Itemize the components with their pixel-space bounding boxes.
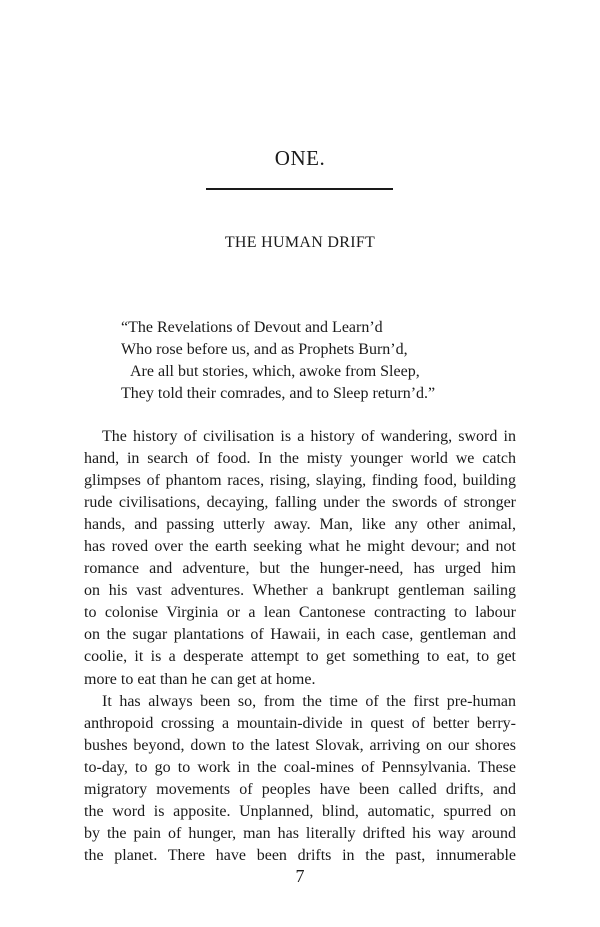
text-line: hands, and passing utterly away. Man, like any other animal,: [84, 516, 516, 534]
text-line: by the pain of hunger, man has literally drifted his way around: [84, 824, 516, 842]
chapter-number: ONE.: [274, 146, 326, 170]
epigraph-line: Who rose before us, and as Prophets Burn’d,: [121, 341, 408, 358]
text-line: on the sugar plantations of Hawaii, in each case, gentleman and: [84, 626, 516, 644]
epigraph-line: “The Revelations of Devout and Learn’d: [121, 319, 383, 336]
text-line: romance and adventure, but the hunger-need, has urged him: [84, 560, 516, 578]
text-line: It has always been so, from the time of the first pre-human: [102, 692, 516, 710]
chapter-title: THE HUMAN DRIFT: [224, 234, 376, 251]
epigraph: [121, 317, 541, 405]
text-line: The history of civilisation is a history of wandering, sword in: [102, 428, 516, 445]
text-line: bushes beyond, down to the latest Slovak, arriving on our shores: [84, 736, 516, 754]
text-line: rude civilisations, decaying, falling under the swords of stronger: [84, 494, 516, 512]
text-line: to colonise Virginia or a lean Cantonese contracting to labour: [84, 604, 516, 622]
text-line: glimpses of phantom races, rising, slaying, finding food, building: [84, 472, 516, 490]
chapter-divider: [206, 188, 393, 190]
text-line: hand, in search of food. In the misty younger world we catch: [84, 450, 516, 468]
text-line: to-day, to go to work in the coal-mines of Pennsylvania. These: [84, 758, 516, 776]
body-text: [84, 426, 516, 867]
text-line: anthropoid crossing a mountain-divide in quest of better berry-: [84, 714, 516, 732]
epigraph-line: Are all but stories, which, awoke from Sleep,: [130, 363, 420, 380]
text-line: more to eat than he can get at home.: [84, 670, 316, 688]
text-line: coolie, it is a desperate attempt to get something to eat, to get: [84, 648, 516, 666]
text-line: on his vast adventures. Whether a bankrupt gentleman sailing: [84, 582, 516, 600]
paragraph: [84, 691, 516, 867]
epigraph-line: They told their comrades, and to Sleep return’d.”: [121, 385, 436, 402]
text-line: the word is apposite. Unplanned, blind, automatic, spurred on: [84, 802, 516, 820]
text-line: migratory movements of peoples have been called drifts, and: [84, 780, 516, 798]
page-number: 7: [295, 866, 305, 886]
text-line: has roved over the earth seeking what he might devour; and not: [84, 538, 516, 556]
paragraph: [84, 426, 516, 691]
text-line: the planet. There have been drifts in the past, innumerable: [84, 846, 516, 864]
